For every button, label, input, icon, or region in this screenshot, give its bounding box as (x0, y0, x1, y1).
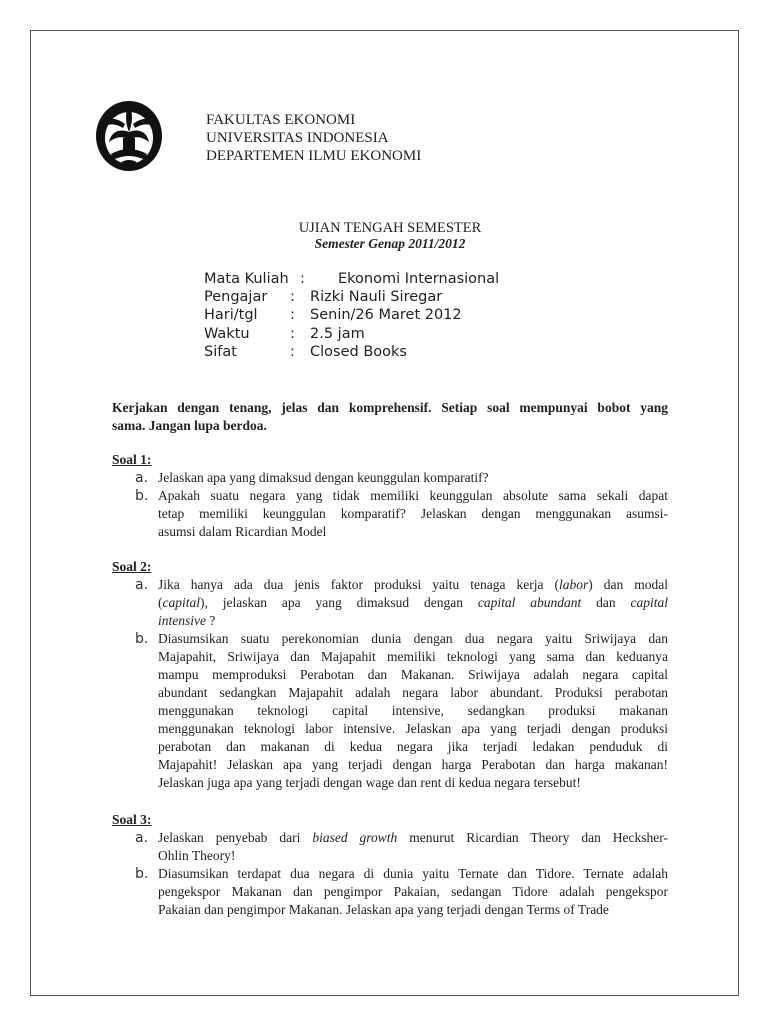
item-marker: b. (135, 631, 149, 647)
question-line: pengekspor Makanan dan pengimpor Pakaian, sedangan Tidore adalah pengekspor (158, 884, 668, 899)
department-name: DEPARTEMEN ILMU EKONOMI (206, 148, 422, 164)
item-marker: b. (135, 866, 149, 882)
question-line: abundant sedangkan Majapahit adalah negara labor abundant. Produksi perabotan (158, 685, 668, 700)
item-marker: b. (135, 488, 149, 504)
question-line: menggunakan teknologi capital intensive, sedangkan produksi makanan (158, 703, 668, 718)
info-label: Sifat (204, 343, 237, 360)
question-line: mampu memproduksi Perabotan dan Makanan. Sriwijaya adalah negara capital (158, 667, 668, 682)
info-row (204, 325, 499, 343)
info-value: Ekonomi Internasional (338, 271, 500, 287)
question-line: Apakah suatu negara yang tidak memiliki keunggulan absolute sama sekali dapat (158, 488, 668, 503)
question-item (112, 487, 668, 541)
info-row (204, 343, 499, 361)
question-line: Jelaskan juga apa yang terjadi dengan wage dan rent di kedua negara tersebut! (158, 775, 581, 790)
university-name: UNIVERSITAS INDONESIA (206, 130, 389, 146)
instructions (112, 399, 668, 435)
item-marker: a. (135, 577, 149, 593)
question-line: Majapahit! Jelaskan apa yang terjadi dengan harga Perabotan dan harga makanan! (158, 757, 668, 772)
info-label: Waktu (204, 325, 250, 342)
instruction-line: sama. Jangan lupa berdoa. (112, 418, 267, 433)
question-section (112, 451, 668, 541)
question-line: Jelaskan apa yang dimaksud dengan keunggulan komparatif? (158, 470, 489, 485)
info-colon: : (290, 343, 295, 360)
info-label: Pengajar (204, 289, 268, 306)
info-value: Senin/26 Maret 2012 (310, 307, 462, 324)
question-line: Diasumsikan terdapat dua negara di dunia yaitu Ternate dan Tidore. Ternate adalah (158, 866, 668, 881)
question-line: Majapahit, Sriwijaya dan Majapahit memiliki teknologi yang sama dan keduanya (158, 649, 668, 664)
instruction-line: Kerjakan dengan tenang, jelas dan komprehensif. Setiap soal mempunyai bobot yang (112, 400, 668, 415)
question-line: Ohlin Theory! (158, 848, 236, 863)
question-item (112, 865, 668, 919)
info-row (204, 306, 499, 324)
exam-subtitle: Semester Genap 2011/2012 (314, 236, 466, 251)
item-marker: a. (135, 470, 149, 486)
exam-title: UJIAN TENGAH SEMESTER (298, 220, 482, 236)
university-logo (95, 98, 163, 172)
question-line: perabotan dan makanan di kedua negara jika terjadi ledakan penduduk di (158, 739, 668, 754)
question-heading: Soal 1: (112, 452, 152, 467)
question-item (112, 469, 668, 487)
info-row (204, 270, 499, 288)
question-item (112, 576, 668, 630)
info-value: Closed Books (310, 343, 407, 360)
info-colon: : (290, 307, 295, 324)
question-section (112, 811, 668, 919)
question-line: menggunakan teknologi labor intensive. Jelaskan apa yang terjadi dengan produksi (158, 721, 668, 736)
question-line: Jika hanya ada dua jenis faktor produksi yaitu tenaga kerja (labor) dan modal (158, 577, 668, 592)
question-heading: Soal 2: (112, 559, 152, 574)
question-line: asumsi dalam Ricardian Model (158, 524, 327, 539)
question-heading: Soal 3: (112, 812, 152, 827)
info-colon: : (300, 271, 305, 287)
info-colon: : (290, 289, 295, 306)
question-line: (capital), jelaskan apa yang dimaksud dengan capital abundant dan capital (158, 595, 668, 610)
info-value: 2.5 jam (310, 325, 365, 342)
question-item (112, 630, 668, 792)
item-marker: a. (135, 830, 149, 846)
question-line: Jelaskan penyebab dari biased growth menurut Ricardian Theory dan Hecksher- (158, 830, 668, 845)
info-colon: : (290, 325, 295, 342)
question-line: Diasumsikan suatu perekonomian dunia dengan dua negara yaitu Sriwijaya dan (158, 631, 668, 646)
question-line: Pakaian dan pengimpor Makanan. Jelaskan apa yang terjadi dengan Terms of Trade (158, 902, 609, 917)
info-row (204, 288, 499, 306)
info-label: Mata Kuliah (204, 271, 289, 287)
question-item (112, 829, 668, 865)
course-info (204, 270, 499, 361)
question-section (112, 558, 668, 792)
faculty-name: FAKULTAS EKONOMI (206, 112, 356, 128)
question-line: intensive ? (158, 613, 216, 628)
info-value: Rizki Nauli Siregar (310, 289, 443, 306)
question-line: tetap memiliki keunggulan komparatif? Jelaskan dengan menggunakan asumsi- (158, 506, 668, 521)
institution-header (206, 111, 421, 165)
info-label: Hari/tgl (204, 307, 258, 324)
